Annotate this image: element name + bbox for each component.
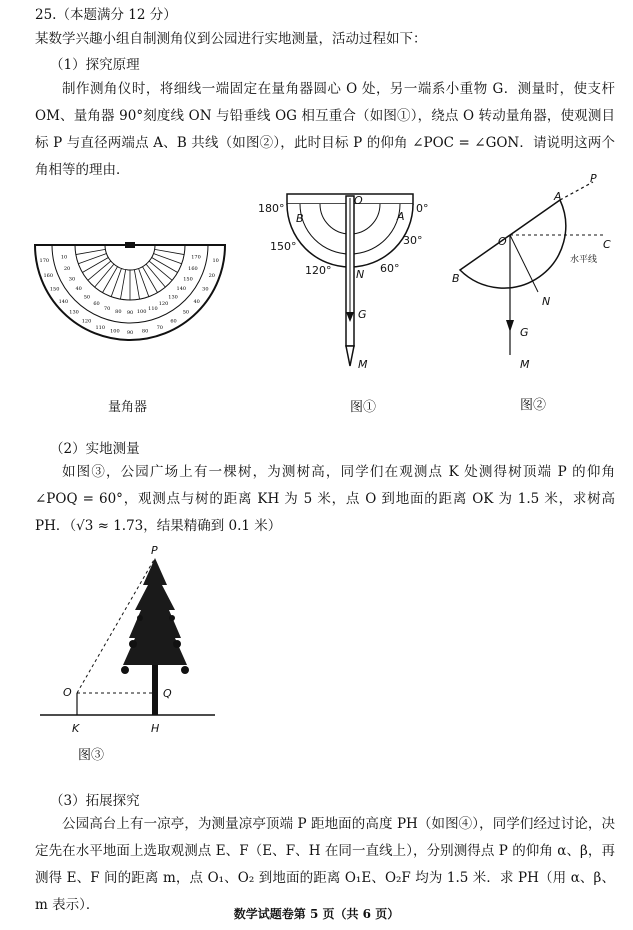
fig2-label-O: O [498,235,507,248]
protractor-scale-inner: 100 [136,308,147,315]
part3-title: （3）拓展探究 [50,793,140,809]
protractor-scale-inner: 70 [103,305,111,312]
protractor-scale-outer: 150 [49,286,60,293]
protractor-scale-outer: 170 [39,258,50,265]
protractor-scale-inner: 130 [168,294,178,301]
protractor-scale-inner: 90 [126,310,134,316]
protractor-scale-outer: 50 [182,309,190,316]
protractor-scale-outer: 140 [58,298,69,305]
fig2-label-P: P [590,172,597,185]
protractor-scale-inner: 140 [176,286,187,293]
fig2-label-M: M [520,358,530,371]
fig1-label-0: 0° [416,202,429,215]
protractor-scale-outer: 90 [126,330,134,336]
fig1-label-30: 30° [403,234,423,247]
fig2-label-A: A [554,190,562,203]
fig3-label-K: K [72,722,80,735]
fig2-label-N: N [542,295,551,308]
protractor-scale-outer: 20 [208,272,215,279]
figure-1 [258,186,450,386]
fig1-label-120: 120° [305,264,332,277]
fig3-label-H: H [151,722,160,735]
protractor-scale-outer: 10 [212,258,219,265]
question-number: 25.（本题满分 12 分） [35,7,177,23]
protractor-scale-inner: 40 [75,286,82,293]
fig1-label-G: G [358,308,367,321]
protractor-scale-inner: 30 [68,276,76,283]
part3-text: 公园高台上有一凉亭，为测量凉亭顶端 P 距地面的高度 PH（如图④），同学们经过讨论，决定先在水平地面上选取观测点 E、F（E、F、H 在同一直线上），分别测得点 P 的仰角 α、β，再测得 E、F 间的距离 m，点 O₁、O₂ 到地面的距离 O₁E、O₂F 均为 1.5 米．求 PH（用 α、β、m 表示）． [35,816,615,913]
protractor-scale-outer: 80 [141,328,149,335]
fig1-label-B: B [296,212,304,225]
protractor-scale-outer: 40 [193,298,200,305]
part1-title: （1）探究原理 [50,57,140,73]
fig1-label-M: M [358,358,368,371]
protractor-scale-outer: 70 [156,324,163,331]
fig1-label-O: O [354,194,363,207]
protractor-scale-outer: 100 [110,328,120,335]
figure-3 [35,540,225,740]
protractor-scale-inner: 10 [60,254,68,261]
protractor-scale-inner: 150 [183,276,193,283]
protractor-scale-inner: 160 [188,265,198,272]
fig3-label-Q: Q [163,687,172,700]
fig1-label-A: A [397,210,405,223]
protractor-scale-outer: 30 [202,286,209,293]
protractor-figure [30,230,230,350]
protractor-scale-inner: 120 [158,301,169,308]
protractor-scale-outer: 160 [43,272,54,279]
protractor-scale-inner: 170 [191,254,201,261]
figure-2 [450,170,620,375]
part2-title: （2）实地测量 [50,441,140,457]
intro-text: 某数学兴趣小组自制测角仪到公园进行实地测量，活动过程如下： [35,31,427,47]
figure-2-caption: 图② [520,398,547,413]
part1-text: 制作测角仪时，将细线一端固定在量角器圆心 O 处，另一端系小重物 G．测量时，使支杆 OM、量角器 90°刻度线 ON 与铅垂线 OG 相互重合（如图①），绕点 O 转动量角器，使观测目标 P 与直径两端点 A、B 共线（如图②），此时目标 P 的仰角 ∠POC = ∠GON．请说明这两个角相等的理由． [35,81,615,178]
fig2-horizontal-line-label: 水平线 [570,255,598,265]
fig3-label-O: O [63,686,72,699]
protractor-scale-inner: 60 [93,301,100,308]
page-footer: 数学试题卷第 5 页（共 6 页） [233,907,400,921]
fig1-label-60: 60° [380,262,400,275]
fig1-label-180: 180° [258,202,285,215]
protractor-scale-outer: 130 [69,309,79,316]
figure-3-caption: 图③ [78,748,105,763]
fig2-label-G: G [520,326,529,339]
fig3-label-P: P [151,544,158,557]
protractor-scale-inner: 20 [63,265,71,272]
fig2-label-C: C [603,238,611,251]
protractor-scale-inner: 80 [115,308,122,315]
protractor-scale-inner: 50 [83,294,91,301]
fig1-label-N: N [356,268,365,281]
protractor-scale-outer: 110 [95,324,106,331]
fig1-label-150: 150° [270,240,297,253]
protractor-scale-outer: 120 [81,318,92,325]
protractor-scale-inner: 110 [148,305,158,312]
part2-text: 如图③，公园广场上有一棵树，为测树高，同学们在观测点 K 处测得树顶端 P 的仰角 ∠POQ = 60°，观测点与树的距离 KH 为 5 米，点 O 到地面的距离 OK 为 1.5 米，求树高 PH．（√3 ≈ 1.73，结果精确到 0.1 米） [35,464,615,534]
protractor-caption: 量角器 [108,400,148,415]
protractor-scale-outer: 60 [170,318,177,325]
figure-1-caption: 图① [350,400,377,415]
fig2-label-B: B [452,272,460,285]
